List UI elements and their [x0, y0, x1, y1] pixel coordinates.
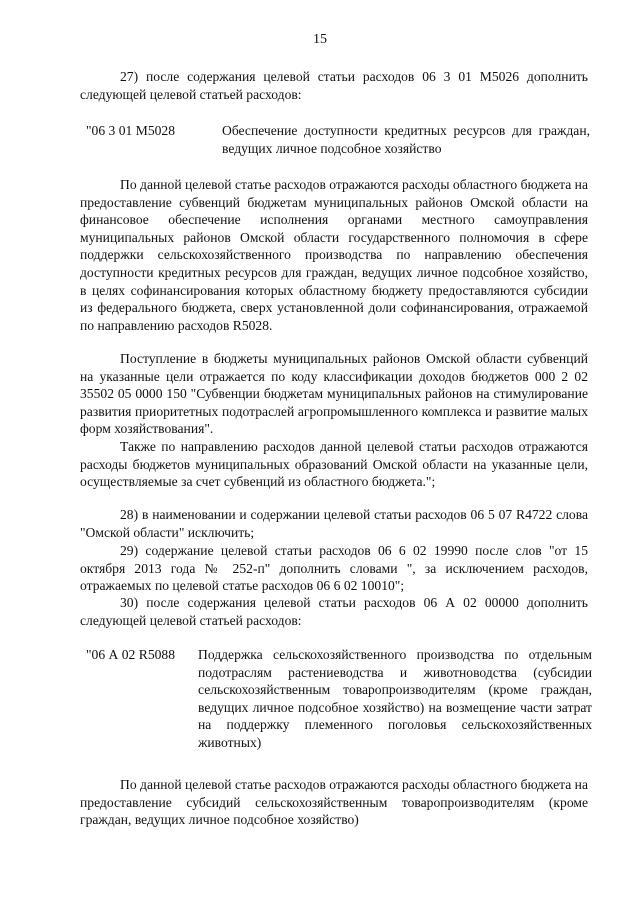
paragraph-28: 28) в наименовании и содержании целевой статьи расходов 06 5 07 R4722 слова "Омской области" исключить; [80, 507, 588, 540]
paragraph-description-r5088: По данной целевой статье расходов отражаются расходы областного бюджета на предоставление субсидий сельскохозяйственным товаропроизводителям (кроме граждан, ведущих личное подсобное хозяйство) [80, 777, 588, 828]
entry-code: "06 3 01 М5028 [86, 123, 176, 138]
paragraph-also: Также по направлению расходов данной целевой статьи расходов отражаются расходы бюджетов муниципальных образований Омской области на указанные цели, осуществляемые за счет субвенций из областного бюджета."; [80, 439, 588, 490]
paragraph-income: Поступление в бюджеты муниципальных районов Омской области субвенций на указанные цели отражается по коду классификации доходов бюджетов 000 2 02 35502 05 0000 150 "Субвенции бюджетам муниципальных районов на стимулирование развития приоритетных подотраслей агропромышленного комплекса и развитие малых форм хозяйствования". [80, 351, 588, 437]
entry-code: "06 А 02 R5088 [86, 647, 176, 662]
page-number: 15 [313, 32, 327, 47]
paragraph-30: 30) после содержания целевой статьи расходов 06 А 02 00000 дополнить следующей целевой статьей расходов: [80, 595, 588, 628]
paragraph-29: 29) содержание целевой статьи расходов 06 6 02 19990 после слов "от 15 октября 2013 года № 252-п" дополнить словами ", за исключением расходов, отражаемых по целевой статье расходов 06 6 02 10010"; [80, 543, 588, 594]
paragraph-description-m5028: По данной целевой статье расходов отражаются расходы областного бюджета на предоставление субвенций бюджетам муниципальных районов Омской области на финансовое обеспечение исполнения органами местного самоуправления муниципальных районов Омской области государственного полномочия в сфере поддержки сельскохозяйственного производства по направлению обеспечения доступности кредитных ресурсов для граждан, ведущих личное подсобное хозяйство, в целях софинансирования которых областному бюджету предоставляются субсидии из федерального бюджета, сверх установленной доли софинансирования, отражаемой по направлению расходов R5028. [80, 177, 588, 333]
entry-description: Поддержка сельскохозяйственного производства по отдельным подотраслям растениеводства и животноводства (субсидии сельскохозяйственным товаропроизводителям (кроме граждан, ведущих личное подсобное хозяйство) на возмещение части затрат на поддержку племенного поголовья сельскохозяйственных животных) [198, 647, 592, 750]
entry-description: Обеспечение доступности кредитных ресурсов для граждан, ведущих личное подсобное хозяйство [222, 123, 590, 156]
paragraph-27: 27) после содержания целевой статьи расходов 06 3 01 М5026 дополнить следующей целевой статьей расходов: [80, 69, 588, 102]
